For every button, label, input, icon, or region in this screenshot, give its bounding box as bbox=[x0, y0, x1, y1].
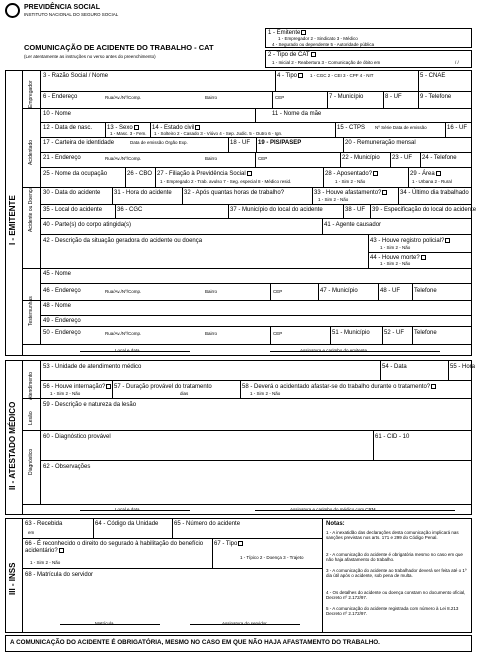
field-21-addr: Rua/Av./Nº/Comp. bbox=[105, 156, 142, 161]
note-4: 4 - Os detalhes do acidente ou doença constam no documento oficial, Decreto nº 2.172/97. bbox=[326, 590, 466, 601]
group-empregador: Empregador bbox=[28, 80, 34, 108]
field-32: 32 - Após quantas horas de trabalho? bbox=[184, 190, 285, 196]
section-emitente-title: I - EMITENTE bbox=[8, 195, 17, 245]
field-58: 58 - Deverá o acidentado afastar-se do trabalho durante o tratamento? bbox=[242, 384, 436, 390]
note-3: 3 - A comunicação do acidente ao trabalhador deverá ser feita até o 1º dia útil após o acidente, sob pena de multa. bbox=[326, 568, 467, 579]
field-46: 46 - Endereço bbox=[43, 288, 81, 294]
field-21: 21 - Endereço bbox=[43, 155, 81, 161]
field-52: 52 - UF bbox=[384, 330, 405, 336]
field-59: 59 - Descrição e natureza da lesão bbox=[43, 402, 137, 408]
field-57-dias: dias bbox=[180, 391, 189, 396]
field-60: 60 - Diagnóstico provável bbox=[43, 434, 111, 440]
field-63: 63 - Recebida bbox=[25, 521, 63, 527]
field-68: 68 - Matrícula do servidor bbox=[25, 572, 94, 578]
org-name: PREVIDÊNCIA SOCIAL bbox=[24, 4, 100, 11]
field-33-options: 1 - Sim 2 - Não bbox=[318, 197, 349, 202]
inss-assinatura: Assinatura do servidor bbox=[222, 621, 267, 626]
field-46-bairro: Bairro bbox=[205, 289, 218, 294]
field-44-options: 1 - Sim 2 - Não bbox=[380, 261, 411, 266]
field-53: 53 - Unidade de atendimento médico bbox=[43, 364, 142, 370]
emitente-checkbox[interactable] bbox=[301, 30, 306, 35]
field-14-options: 1 - Solteiro 2 - Casado 3 - Viúvo 4 - Sep. Judic. 5 - Outro 6 - Ign. bbox=[154, 131, 283, 136]
emitente-label: 1 - Emitente bbox=[268, 30, 306, 36]
field-41: 41 - Agente causador bbox=[324, 222, 382, 228]
field-58-options: 1 - Sim 2 - Não bbox=[250, 391, 281, 396]
field-67: 67 - Tipo bbox=[214, 541, 243, 547]
field-36: 36 - CGC bbox=[117, 207, 143, 213]
field-57: 57 - Duração provável do tratamento bbox=[114, 384, 212, 390]
field-15: 15 - CTPS bbox=[337, 125, 366, 131]
field-23: 23 - UF bbox=[392, 155, 413, 161]
field-66-checkbox[interactable] bbox=[59, 548, 64, 553]
field-48-nome: 48 - Nome bbox=[43, 303, 72, 309]
field-29-options: 1 - Urbana 2 - Rural bbox=[412, 179, 452, 184]
field-16: 16 - UF bbox=[447, 125, 468, 131]
group-diagnostico: Diagnóstico bbox=[28, 448, 34, 475]
field-67-options: 1 - Típico 2 - Doença 3 - Trajeto bbox=[240, 555, 304, 560]
field-45: 45 - Nome bbox=[43, 271, 72, 277]
field-8: 8 - UF bbox=[385, 94, 402, 100]
field-50-cep: CEP bbox=[273, 331, 283, 336]
field-51: 51 - Município bbox=[332, 330, 370, 336]
group-acidentado: Acidentado bbox=[28, 139, 34, 165]
section-emitente bbox=[5, 70, 472, 356]
field-67-checkbox[interactable] bbox=[238, 541, 243, 546]
emitente-assinatura: Assinatura e carimbo do emitente bbox=[300, 348, 368, 353]
field-27-options: 1 - Empregado 2 - Trab. avulso 7 - Seg. especial 8 - Médico resid. bbox=[160, 179, 292, 184]
field-12: 12 - Data de nasc. bbox=[43, 125, 93, 131]
footer-text: A COMUNICAÇÃO DO ACIDENTE É OBRIGATÓRIA, MESMO NO CASO EM QUE NÃO HAJA AFASTAMENTO DO TRABALHO. bbox=[10, 639, 380, 646]
field-33-checkbox[interactable] bbox=[382, 190, 387, 195]
field-10: 10 - Nome bbox=[43, 111, 72, 117]
field-58-checkbox[interactable] bbox=[431, 384, 436, 389]
field-42: 42 - Descrição da situação geradora do acidente ou doença bbox=[43, 238, 203, 244]
field-48-uf: 48 - UF bbox=[380, 288, 401, 294]
field-25: 25 - Nome da ocupação bbox=[43, 171, 108, 177]
tipo-cat-checkbox[interactable] bbox=[311, 52, 316, 57]
field-43: 43 - Houve registro policial? bbox=[370, 238, 450, 244]
field-46-cep: CEP bbox=[273, 289, 283, 294]
field-56-checkbox[interactable] bbox=[106, 384, 111, 389]
field-4: 4 - Tipo bbox=[277, 73, 303, 79]
note-2: 2 - A comunicação do acidente é obrigatória mesmo no caso em que não haja afastamento do trabalho. bbox=[326, 552, 463, 563]
notes-title: Notas: bbox=[326, 521, 345, 527]
tipo-cat-label: 2 - Tipo de CAT bbox=[268, 52, 316, 58]
field-43-options: 1 - Sim 2 - Não bbox=[380, 245, 411, 250]
form-hint: (Ler atentamente as instruções no verso antes do preenchimento) bbox=[24, 54, 156, 59]
field-27-checkbox[interactable] bbox=[247, 171, 252, 176]
field-6-addr: Rua/Av./Nº/Comp. bbox=[105, 95, 142, 100]
field-19: 19 - PIS/PASEP bbox=[258, 140, 302, 146]
field-50-addr: Rua/Av./Nº/Comp. bbox=[105, 331, 142, 336]
inss-matricula: Matrícula bbox=[95, 621, 114, 626]
field-39: 39 - Especificação do local do acidente bbox=[372, 207, 477, 213]
field-6-cep: CEP bbox=[275, 95, 285, 100]
field-30: 30 - Data do acidente bbox=[43, 190, 101, 196]
field-18: 18 - UF bbox=[230, 140, 251, 146]
field-21-bairro: Bairro bbox=[205, 156, 218, 161]
field-17: 17 - Carteira de identidade bbox=[43, 140, 115, 146]
emitente-options-2: 4 - Segurado ou dependente 5 - Autoridade pública bbox=[272, 42, 375, 47]
field-14-checkbox[interactable] bbox=[195, 125, 200, 130]
section-inss-title: III - INSS bbox=[8, 562, 17, 595]
group-acidente: Acidente ou Doença bbox=[28, 186, 34, 232]
field-56: 56 - Houve internação? bbox=[43, 384, 111, 390]
field-6: 6 - Endereço bbox=[43, 94, 78, 100]
group-testemunhas: Testemunhas bbox=[28, 296, 34, 326]
medico-local-data: Local e data bbox=[115, 507, 140, 512]
field-4-options: 1 - CGC 2 - CEI 3 - CPF 4 - NIT bbox=[310, 73, 374, 78]
field-50: 50 - Endereço bbox=[43, 330, 81, 336]
field-20: 20 - Remuneração mensal bbox=[345, 140, 416, 146]
field-64: 64 - Código da Unidade bbox=[95, 521, 159, 527]
field-34: 34 - Último dia trabalhado bbox=[400, 190, 469, 196]
field-14: 14 - Estado civil bbox=[152, 125, 200, 131]
field-24: 24 - Telefone bbox=[422, 155, 457, 161]
tipo-cat-options: 1 - Inicial 2 - Reabertura 3 - Comunicação de óbito em bbox=[272, 60, 381, 65]
field-4-checkbox[interactable] bbox=[298, 73, 303, 78]
field-28-checkbox[interactable] bbox=[373, 171, 378, 176]
field-46-addr: Rua/Av./Nº/Comp. bbox=[105, 289, 142, 294]
field-65: 65 - Número do acidente bbox=[174, 521, 241, 527]
field-38: 38 - UF bbox=[345, 207, 366, 213]
field-33: 33 - Houve afastamento? bbox=[314, 190, 387, 196]
field-54: 54 - Data bbox=[382, 364, 407, 370]
field-44: 44 - Houve morte? bbox=[370, 255, 426, 261]
field-50-bairro: Bairro bbox=[205, 331, 218, 336]
field-66: 66 - É reconhecido o direito do segurado à habilitação do benefício acidentário? bbox=[25, 541, 204, 555]
field-13-checkbox[interactable] bbox=[134, 125, 139, 130]
field-62: 62 - Observações bbox=[43, 464, 91, 470]
field-44-checkbox[interactable] bbox=[421, 255, 426, 260]
field-28: 28 - Aposentado? bbox=[325, 171, 378, 177]
field-66-options: 1 - Sim 2 - Não bbox=[30, 560, 61, 565]
field-61: 61 - CID - 10 bbox=[375, 434, 410, 440]
field-56-options: 1 - Sim 2 - Não bbox=[50, 391, 81, 396]
field-7: 7 - Município bbox=[329, 94, 364, 100]
field-31: 31 - Hora do acidente bbox=[114, 190, 172, 196]
emitente-options: 1 - Empregador 2 - Sindicato 3 - Médico bbox=[278, 36, 358, 41]
field-21-cep: CEP bbox=[258, 156, 268, 161]
field-3: 3 - Razão Social / Nome bbox=[43, 73, 109, 79]
group-lesao: Lesão bbox=[28, 411, 34, 425]
field-35: 35 - Local do acidente bbox=[43, 207, 103, 213]
medico-assinatura: Assinatura e carimbo do médico com CRM bbox=[290, 507, 376, 512]
field-26: 26 - CBO bbox=[127, 171, 153, 177]
field-15-sub: Nº Série Data de emissão bbox=[375, 125, 427, 130]
field-50-telefone: Telefone bbox=[414, 330, 437, 336]
field-63-em: em bbox=[28, 530, 35, 535]
emitente-local-data: Local e data bbox=[115, 348, 140, 353]
tipo-cat-date: / / bbox=[455, 60, 459, 65]
field-13-options: 1 - Masc. 3 - Fem. bbox=[110, 131, 147, 136]
field-29-checkbox[interactable] bbox=[436, 171, 441, 176]
field-17-sub: Data de emissão Órgão Exp. bbox=[130, 140, 188, 145]
field-43-checkbox[interactable] bbox=[445, 238, 450, 243]
field-6-bairro: Bairro bbox=[205, 95, 218, 100]
note-5: 5 - A comunicação do acidente registrada com número à Lei 8.213 Decreto nº 2.172/97. bbox=[326, 606, 459, 617]
field-5: 5 - CNAE bbox=[420, 73, 446, 79]
org-sub: INSTITUTO NACIONAL DO SEGURO SOCIAL bbox=[24, 12, 119, 17]
field-46-telefone: Telefone bbox=[414, 288, 437, 294]
field-22: 22 - Município bbox=[342, 155, 380, 161]
field-9: 9 - Telefone bbox=[420, 94, 452, 100]
field-11: 11 - Nome da mãe bbox=[272, 111, 322, 117]
field-55: 55 - Hora bbox=[450, 364, 476, 370]
field-27: 27 - Filiação à Previdência Social bbox=[157, 171, 252, 177]
note-1: 1 - A inexatidão das declarações desta comunicação implicará nas sanções previstas nos arts. 171 e 299 do Código Penal. bbox=[326, 530, 459, 541]
group-atendimento: Atendimento bbox=[28, 371, 34, 400]
field-47: 47 - Município bbox=[320, 288, 358, 294]
field-37: 37 - Município do local do acidente bbox=[230, 207, 323, 213]
logo bbox=[5, 3, 20, 18]
field-28-options: 1 - Sim 2 - Não bbox=[335, 179, 366, 184]
section-medico-title: II - ATESTADO MÉDICO bbox=[8, 401, 17, 490]
field-49: 49 - Endereço bbox=[43, 318, 81, 324]
field-29: 29 - Área bbox=[410, 171, 441, 177]
field-40: 40 - Parte(s) do corpo atingida(s) bbox=[43, 222, 132, 228]
form-title: COMUNICAÇÃO DE ACIDENTE DO TRABALHO - CAT bbox=[24, 43, 214, 52]
field-13: 13 - Sexo bbox=[107, 125, 139, 131]
